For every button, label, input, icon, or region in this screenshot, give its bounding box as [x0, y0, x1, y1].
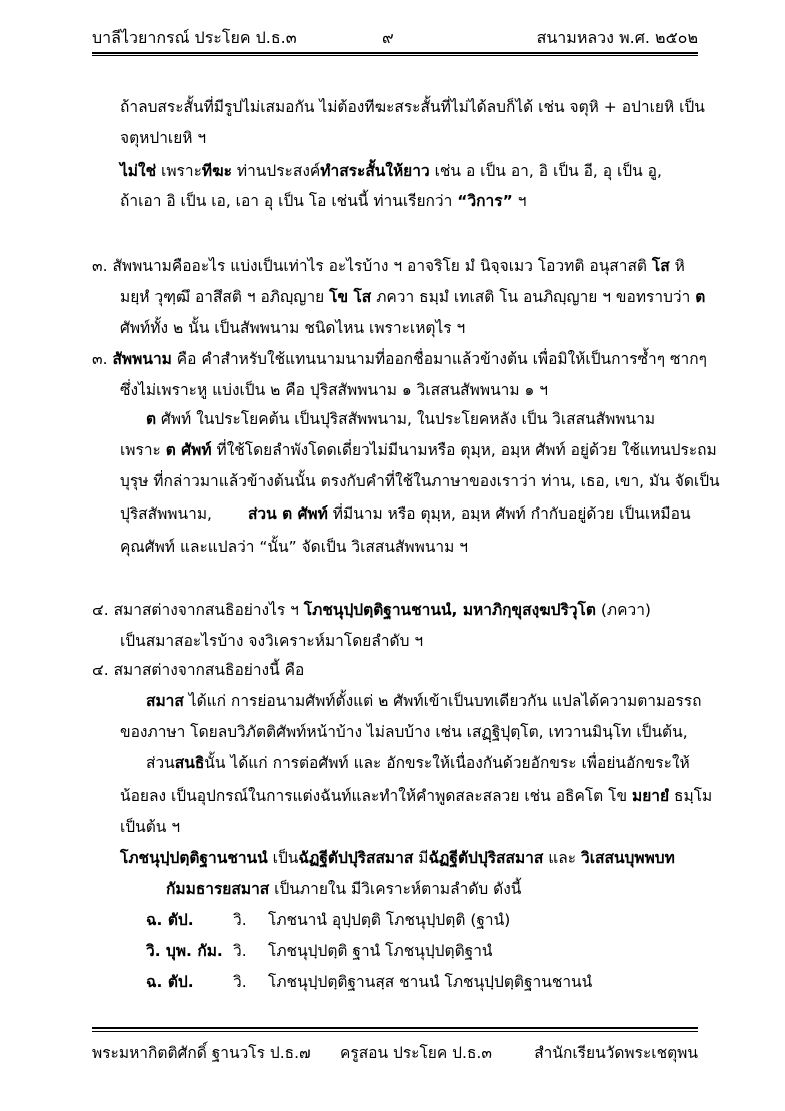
header-exam-year: สนามหลวง พ.ศ. ๒๕๐๒ [536, 28, 698, 47]
page-footer [92, 1040, 698, 1066]
text-line: ศัพท์ทั้ง ๒ นั้น เป็นสัพพนาม ชนิดไหน เพราะเหตุไร ฯ [120, 319, 466, 337]
page-header [92, 22, 698, 52]
text-line: ไม่ใช่ เพราะทีฆะ ท่านประสงค์ทำสระสั้นให้ยาว เช่น อ เป็น อา, อิ เป็น อี, อุ เป็น อู, [120, 162, 662, 180]
text-line: ถ้าเอา อิ เป็น เอ, เอา อุ เป็น โอ เช่นนี้ ท่านเรียกว่า “วิการ” ฯ [120, 192, 527, 210]
text-line: น้อยลง เป็นอุปกรณ์ในการแต่งฉันท์และทำให้คำพูดสละสลวย เช่น อธิคโต โข มยายํ ธมฺโม [120, 787, 713, 805]
analysis-row-text: โภชนุปฺปตฺติ ฐานํ โภชนุปฺปตฺติฐานํ [268, 942, 493, 960]
text-line: บุรุษ ที่กล่าวมาแล้วข้างต้นนั้น ตรงกับคำที่ใช้ในภาษาของเราว่า ท่าน, เธอ, เขา, มัน จัดเป็น [120, 472, 720, 490]
text-line: เป็นสมาสอะไรบ้าง จงวิเคราะห์มาโดยลำดับ ฯ [120, 632, 424, 650]
text-line: ถ้าลบสระสั้นที่มีรูปไม่เสมอกัน ไม่ต้องทีฆะสระสั้นที่ไม่ได้ลบก็ได้ เช่น จตุหิ + อปาเยหิ เป็น [120, 98, 705, 116]
text-line: คุณศัพท์ และแปลว่า “นั้น” จัดเป็น วิเสสนสัพพนาม ฯ [120, 538, 468, 556]
text-line: ของภาษา โดยลบวิภัตติศัพท์หน้าบ้าง ไม่ลบบ้าง เช่น เสฏฺฐิปุตฺโต, เทวานมินฺโท เป็นต้น, [120, 723, 688, 741]
analysis-row-marker: วิ. [233, 973, 247, 991]
analysis-row: ฉ. ตัป. [146, 911, 194, 929]
analysis-row-text: โภชนุปฺปตฺติฐานสฺส ชานนํ โภชนุปฺปตฺติฐานชานนํ [268, 973, 593, 991]
footer-rule [92, 1027, 698, 1029]
question-3: ๓. สัพพนามคืออะไร แบ่งเป็นเท่าไร อะไรบ้าง ฯ อาจริโย มํ นิจฺจเมว โอวทติ อนุสาสติ โส หิ [92, 257, 685, 275]
analysis-row-marker: วิ. [233, 911, 247, 929]
footer-course: ครูสอน ประโยค ป.ธ.๓ [340, 1044, 492, 1062]
text-line: จตุหปาเยหิ ฯ [120, 129, 207, 147]
header-rule-thin [92, 55, 698, 56]
answer-3: ๓. สัพพนาม คือ คำสำหรับใช้แทนนามนามที่ออกชื่อมาแล้วข้างต้น เพื่อมิให้เป็นการซ้ำๆ ซากๆ [92, 350, 707, 368]
analysis-row-marker: วิ. [233, 942, 247, 960]
analysis-row: วิ. บุพ. กัม. [146, 942, 223, 960]
text-line: เพราะ ต ศัพท์ ที่ใช้โดยลำพังโดดเดี่ยวไม่มีนามหรือ ตุมฺห, อมฺห ศัพท์ อยู่ด้วย ใช้แทนประถม [120, 441, 717, 459]
analysis-row-text: โภชนานํ อุปฺปตฺติ โภชนุปฺปตฺติ (ฐานํ) [268, 911, 511, 929]
text-line: มยฺหํ วุฑฺฒึ อาสึสติ ฯ อภิญฺญาย โข โส ภควา ธมฺมํ เทเสติ โน อนภิญฺญาย ฯ ขอทราบว่า ต [120, 288, 706, 306]
analysis-row: ฉ. ตัป. [146, 973, 194, 991]
answer-4: ๔. สมาสต่างจากสนธิอย่างนี้ คือ [92, 661, 305, 679]
footer-rule-thin [92, 1031, 698, 1032]
page-number: ๙ [382, 28, 394, 47]
text-line: ปุริสสัพพนาม, ส่วน ต ศัพท์ ที่มีนาม หรือ ตุมฺห, อมฺห ศัพท์ กำกับอยู่ด้วย เป็นเหมือน [120, 505, 691, 523]
text-line: ส่วนสนธินั้น ได้แก่ การต่อศัพท์ และ อักขระให้เนื่องกันด้วยอักขระ เพื่อย่นอักขระให้ [146, 754, 690, 772]
text-line: กัมมธารยสมาส เป็นภายใน มีวิเคราะห์ตามลำดับ ดังนี้ [166, 880, 522, 898]
text-line: ต ศัพท์ ในประโยคต้น เป็นปุริสสัพพนาม, ในประโยคหลัง เป็น วิเสสนสัพพนาม [146, 410, 656, 428]
text-line: ซึ่งไม่เพราะหู แบ่งเป็น ๒ คือ ปุริสสัพพนาม ๑ วิเสสนสัพพนาม ๑ ฯ [120, 381, 548, 399]
text-line: เป็นต้น ฯ [120, 818, 181, 836]
footer-institution: สำนักเรียนวัดพระเชตุพน [534, 1044, 698, 1062]
footer-author: พระมหากิตติศักดิ์ ฐานวโร ป.ธ.๗ [92, 1044, 311, 1062]
header-book-title: บาลีไวยากรณ์ ประโยค ป.ธ.๓ [92, 28, 297, 47]
question-4: ๔. สมาสต่างจากสนธิอย่างไร ฯ โภชนุปฺปตฺติฐานชานนํ, มหาภิกฺขุสงฺฆปริวุโต (ภควา) [92, 601, 651, 619]
compound-analysis: โภชนุปฺปตฺติฐานชานนํ เป็นฉัฏฐีตัปปุริสสมาส มีฉัฏฐีตัปปุริสสมาส และ วิเสสนบุพพบท [120, 849, 675, 867]
header-rule [92, 52, 698, 54]
text-line: สมาส ได้แก่ การย่อนามศัพท์ตั้งแต่ ๒ ศัพท์เข้าเป็นบทเดียวกัน แปลได้ความตามอรรถ [146, 692, 702, 710]
